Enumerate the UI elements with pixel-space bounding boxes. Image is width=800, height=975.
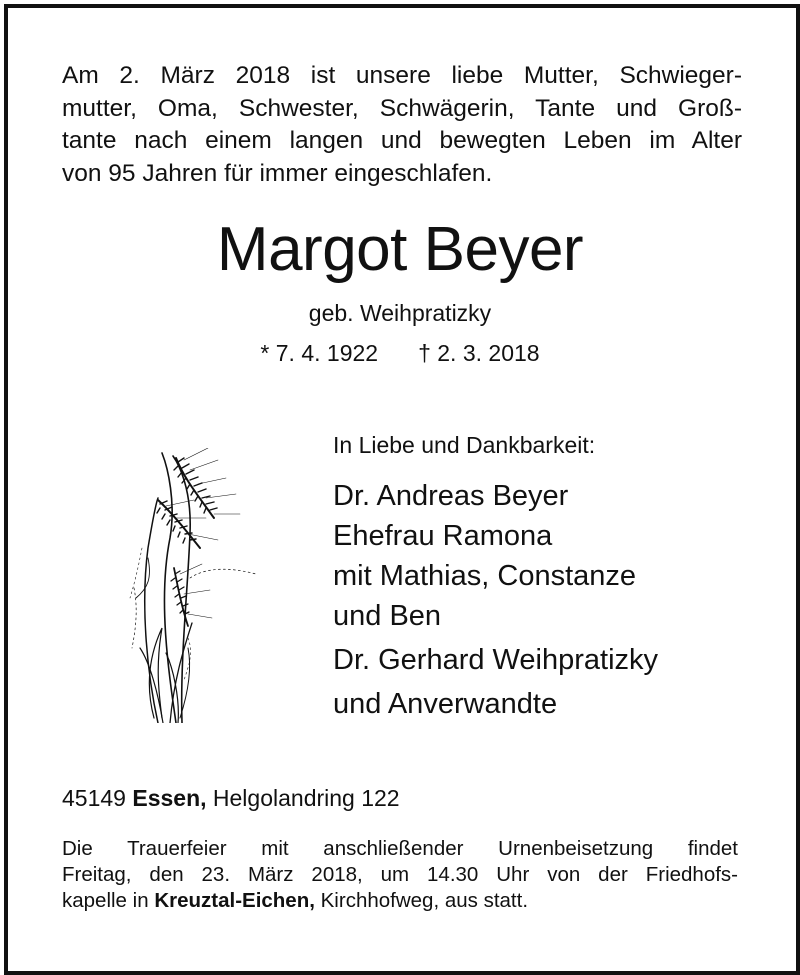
address-zip: 45149	[62, 785, 126, 811]
service-line: Die Trauerfeier mit anschließender Urnenbeisetzung findet	[62, 837, 738, 860]
deceased-name: Margot Beyer	[216, 215, 584, 284]
service-text: Kirchhofweg, aus statt.	[314, 889, 529, 912]
mourners-list	[333, 476, 658, 724]
dedication-line: In Liebe und Dankbarkeit:	[333, 432, 596, 458]
address-street: Helgolandring 122	[212, 785, 400, 811]
mourner-line: und Ben	[333, 600, 442, 632]
intro-text	[62, 60, 742, 190]
mourner-line: Dr. Andreas Beyer	[333, 480, 569, 512]
mourner-line: Ehefrau Ramona	[333, 520, 553, 552]
mourner-line: mit Mathias, Constanze	[333, 560, 637, 592]
mourner-line: und Anverwandte	[333, 688, 558, 720]
service-line: Freitag, den 23. März 2018, um 14.30 Uhr von der Friedhofs-	[62, 863, 738, 886]
address-line	[62, 785, 400, 812]
funeral-service-text	[62, 836, 738, 914]
wheat-ears-icon	[118, 448, 258, 723]
intro-line: mutter, Oma, Schwester, Schwägerin, Tante und Groß-	[62, 94, 742, 122]
service-text: kapelle in	[62, 889, 155, 912]
mourner-line: Dr. Gerhard Weihpratizky	[333, 644, 659, 676]
life-dates	[0, 340, 800, 367]
intro-line: tante nach einem langen und bewegten Leben im Alter	[62, 127, 742, 154]
intro-line: von 95 Jahren für immer eingeschlafen.	[62, 159, 493, 187]
address-city: Essen,	[132, 785, 207, 811]
death-date: † 2. 3. 2018	[418, 340, 540, 366]
intro-line: Am 2. März 2018 ist unsere liebe Mutter, Schwieger-	[62, 62, 742, 89]
service-line	[62, 888, 738, 914]
maiden-name: geb. Weihpratizky	[308, 300, 492, 326]
birth-date: * 7. 4. 1922	[260, 340, 379, 366]
service-place: Kreuztal-Eichen,	[154, 889, 315, 912]
